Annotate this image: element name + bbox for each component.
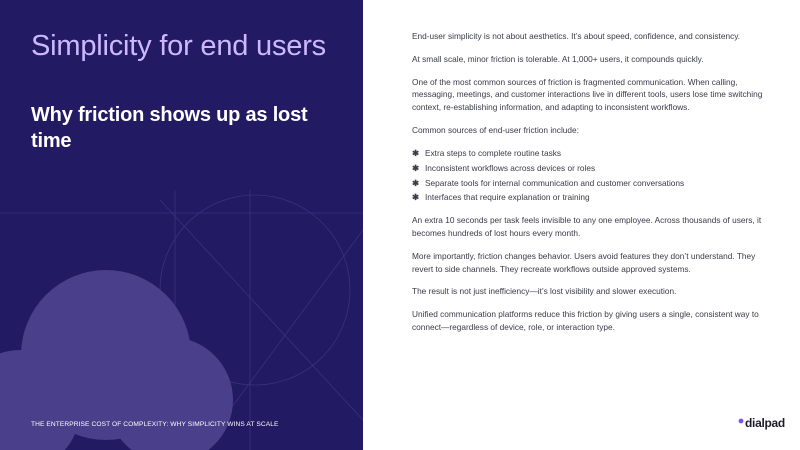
paragraph-lost-hours: An extra 10 seconds per task feels invisible to any one employee. Across thousands of users, it becomes hundreds of lost hours every month. xyxy=(412,215,762,239)
list-item: ✱ Separate tools for internal communication and customer conversations xyxy=(412,177,685,188)
body-content xyxy=(412,30,772,344)
paragraph-intro: End-user simplicity is not about aesthetics. It’s about speed, confidence, and consistency. xyxy=(412,31,741,41)
list-item: ✱ Interfaces that require explanation or training xyxy=(412,192,590,203)
footer-text: THE ENTERPRISE COST OF COMPLEXITY: WHY SIMPLICITY WINS AT SCALE xyxy=(31,421,279,428)
list-item: ✱ Extra steps to complete routine tasks xyxy=(412,147,562,158)
asterisk-icon: ✱ xyxy=(412,192,419,203)
asterisk-icon: ✱ xyxy=(412,162,419,173)
asterisk-icon: ✱ xyxy=(412,177,419,188)
left-panel xyxy=(0,0,363,450)
paragraph-fragmentation: One of the most common sources of friction is fragmented communication. When calling, messaging, meetings, and customer interactions live in different tools, users lose time switching context, re-establishing information, and adapting to inconsistent workflows. xyxy=(412,76,763,113)
paragraph-behavior: More importantly, friction changes behavior. Users avoid features they don’t understand. They revert to side channels. They recreate workflows outside approved systems. xyxy=(412,250,756,274)
dialpad-logo xyxy=(738,416,785,430)
asterisk-icon: ✱ xyxy=(412,147,419,158)
friction-list xyxy=(412,147,772,204)
dialpad-logo-icon xyxy=(738,418,744,424)
slide-title: Simplicity for end users xyxy=(31,30,326,62)
slide-subtitle: Why friction shows up as lost time xyxy=(31,104,308,152)
paragraph-sources-heading: Common sources of end-user friction include: xyxy=(412,124,579,135)
list-item: ✱ Inconsistent workflows across devices or roles xyxy=(412,162,596,173)
paragraph-scale: At small scale, minor friction is tolerable. At 1,000+ users, it compounds quickly. xyxy=(412,53,704,64)
logo-text: dialpad xyxy=(745,416,785,430)
paragraph-unified: Unified communication platforms reduce this friction by giving users a single, consistent way to connect—regardless of device, role, or interaction type. xyxy=(412,309,759,333)
paragraph-result: The result is not just inefficiency—it’s lost visibility and slower execution. xyxy=(412,286,677,297)
decorative-circles xyxy=(0,0,363,450)
right-panel xyxy=(363,0,800,450)
